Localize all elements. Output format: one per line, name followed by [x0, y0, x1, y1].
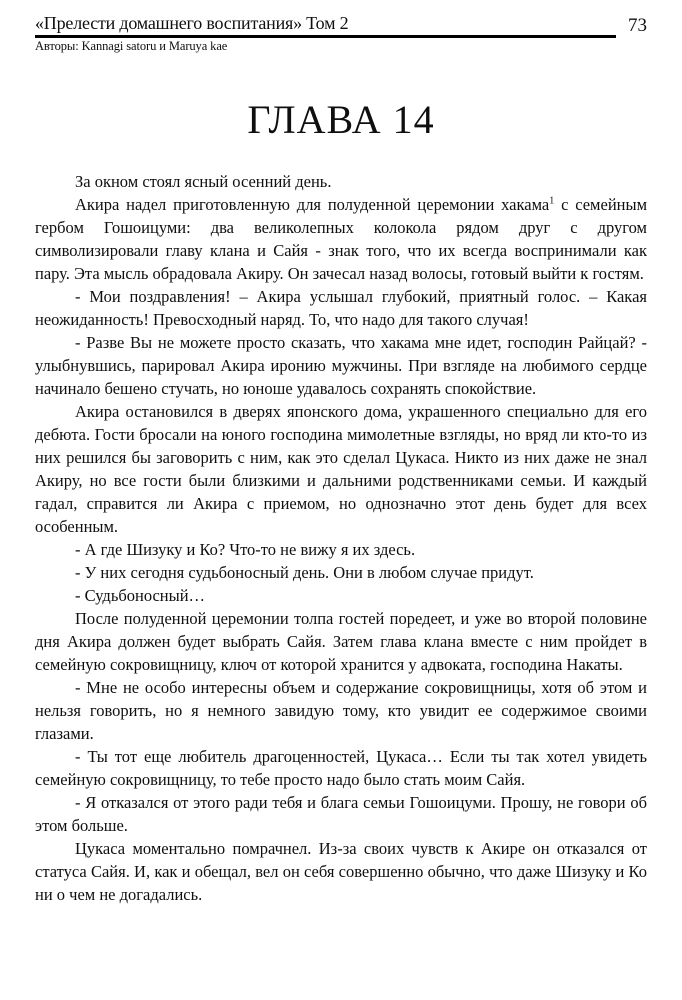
paragraph-12: - Я отказался от этого ради тебя и блага семьи Гошоицуми. Прошу, не говори об этом больше. — [35, 793, 647, 835]
footnote-marker: 1 — [549, 195, 555, 207]
paragraph-2 — [35, 193, 647, 285]
paragraph-6: - А где Шизуку и Ко? Что-то не вижу я их здесь. — [75, 540, 416, 559]
paragraph-10: - Мне не особо интересны объем и содержание сокровищницы, хотя об этом и нельзя говорить, но я немного завидую тому, кто увидит ее содержимое своими глазами. — [35, 678, 647, 743]
paragraph-11: - Ты тот еще любитель драгоценностей, Цукаса… Если ты так хотел увидеть семейную сокровищницу, то тебе просто надо было стать моим Сайя. — [35, 747, 647, 789]
paragraph-4: - Разве Вы не можете просто сказать, что хакама мне идет, господин Райцай? - улыбнувшись, парировал Акира иронию мужчины. При взгляде на любимого сердце начинало бешено стучать, но юноше удавалось сохранять спокойствие. — [35, 333, 647, 398]
page-number: 73 — [628, 15, 647, 36]
paragraph-5: Акира остановился в дверях японского дома, украшенного специально для его дебюта. Гости бросали на юного господина мимолетные взгляды, но вряд ли кто-то из них решился бы заговорить с ним, как это сделал Цукаса. Никто из них даже не знал Акиру, но все гости были близкими и дальними родственниками семьи. И каждый гадал, справится ли Акира с приемом, но однозначно этот день будет для всех особенным. — [35, 402, 647, 536]
paragraph-9: После полуденной церемонии толпа гостей поредеет, и уже во второй половине дня Акира должен будет выбрать Сайя. Затем глава клана вместе с ним пройдет в семейную сокровищницу, ключ от которой хранится у адвоката, господина Накаты. — [35, 609, 647, 674]
body-text — [35, 170, 647, 906]
paragraph-8: - Судьбоносный… — [75, 586, 206, 605]
paragraph-13: Цукаса моментально помрачнел. Из-за своих чувств к Акире он отказался от статуса Сайя. И, как и обещал, вел он себя совершенно обычно, что даже Шизуку и Ко ни о чем не догадались. — [35, 839, 647, 904]
chapter-title: ГЛАВА 14 — [247, 97, 435, 142]
paragraph-2-text-cont: с семейным гербом Гошоицуми: два великолепных колокола рядом друг с другом символизировали главу клана и Сайя - знак того, что их всегда воспринимали как пару. Эта мысль обрадовала Акиру. Он зачесал назад волосы, готовый выйти к гостям. — [35, 195, 648, 283]
paragraph-2-text: Акира надел приготовленную для полуденной церемонии хакама — [75, 195, 550, 214]
header-row — [35, 12, 647, 38]
page-header — [35, 12, 647, 54]
paragraph-3: - Мои поздравления! – Акира услышал глубокий, приятный голос. – Какая неожиданность! Превосходный наряд. То, что надо для такого случая! — [35, 287, 647, 329]
authors-line: Авторы: Kannagi satoru и Maruya kae — [35, 39, 228, 53]
paragraph-7: - У них сегодня судьбоносный день. Они в любом случае придут. — [75, 563, 534, 582]
paragraph-1: За окном стоял ясный осенний день. — [75, 172, 332, 191]
book-title: «Прелести домашнего воспитания» Том 2 — [35, 12, 616, 38]
